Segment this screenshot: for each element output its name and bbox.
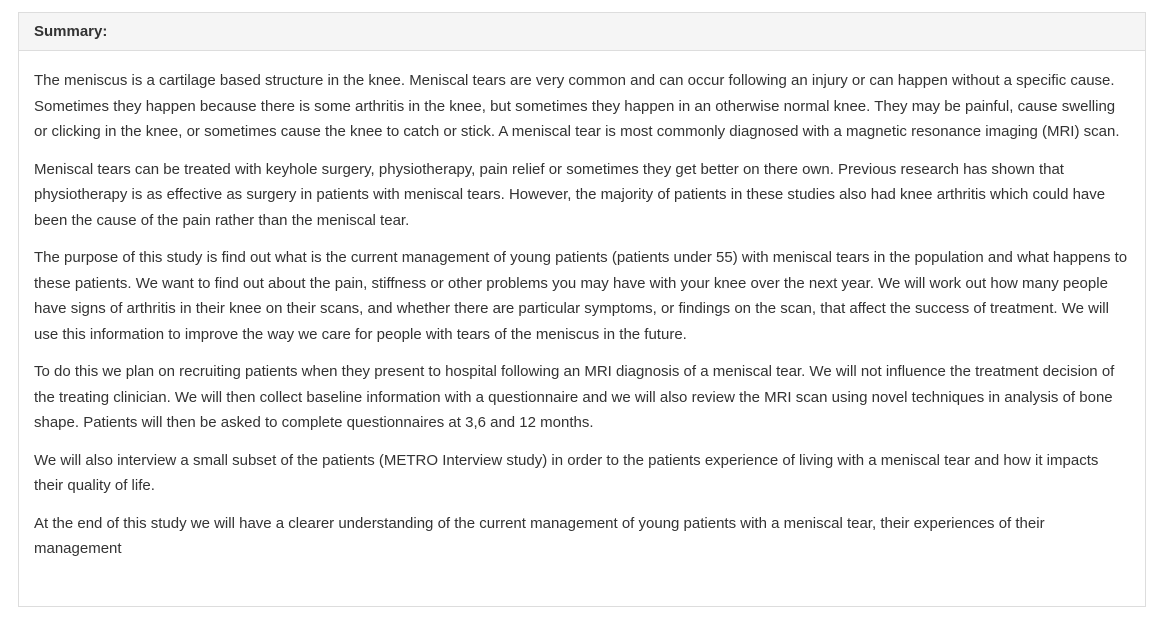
summary-paragraph: At the end of this study we will have a clearer understanding of the current management of young patients with a meniscal tear, their experiences of their management: [34, 514, 1045, 557]
summary-paragraph: To do this we plan on recruiting patients when they present to hospital following an MRI diagnosis of a meniscal tear. We will not influence the treatment decision of the treating clinician. We will then collect baseline information with a questionnaire and we will also review the MRI scan using novel techniques in analysis of bone shape. Patients will then be asked to complete questionnaires at 3,6 and 12 months.: [34, 363, 1115, 431]
summary-panel: [18, 12, 1146, 607]
summary-body: [19, 51, 1145, 562]
summary-paragraph: Meniscal tears can be treated with keyhole surgery, physiotherapy, pain relief or sometimes they get better on there own. Previous research has shown that physiotherapy is as effective as surgery in patients with meniscal tears. However, the majority of patients in these studies also had knee arthritis which could have been the cause of the pain rather than the meniscal tear.: [34, 160, 1106, 229]
summary-heading: Summary:: [19, 13, 1145, 51]
summary-paragraph: The meniscus is a cartilage based structure in the knee. Meniscal tears are very common and can occur following an injury or can happen without a specific cause. Sometimes they happen because there is some arthritis in the knee, but sometimes they happen in an otherwise normal knee. They may be painful, cause swelling or clicking in the knee, or sometimes cause the knee to catch or stick. A meniscal tear is most commonly diagnosed with a magnetic resonance imaging (MRI) scan.: [34, 72, 1120, 140]
summary-paragraph: We will also interview a small subset of the patients (METRO Interview study) in order to the patients experience of living with a meniscal tear and how it impacts their quality of life.: [34, 451, 1099, 494]
summary-paragraph: The purpose of this study is find out what is the current management of young patients (patients under 55) with meniscal tears in the population and what happens to these patients. We want to find out about the pain, stiffness or other problems you may have with your knee over the next year. We will work out how many people have signs of arthritis in their knee on their scans, and whether there are particular symptoms, or findings on the scan, that affect the success of treatment. We will use this information to improve the way we care for people with tears of the meniscus in the future.: [34, 249, 1128, 343]
